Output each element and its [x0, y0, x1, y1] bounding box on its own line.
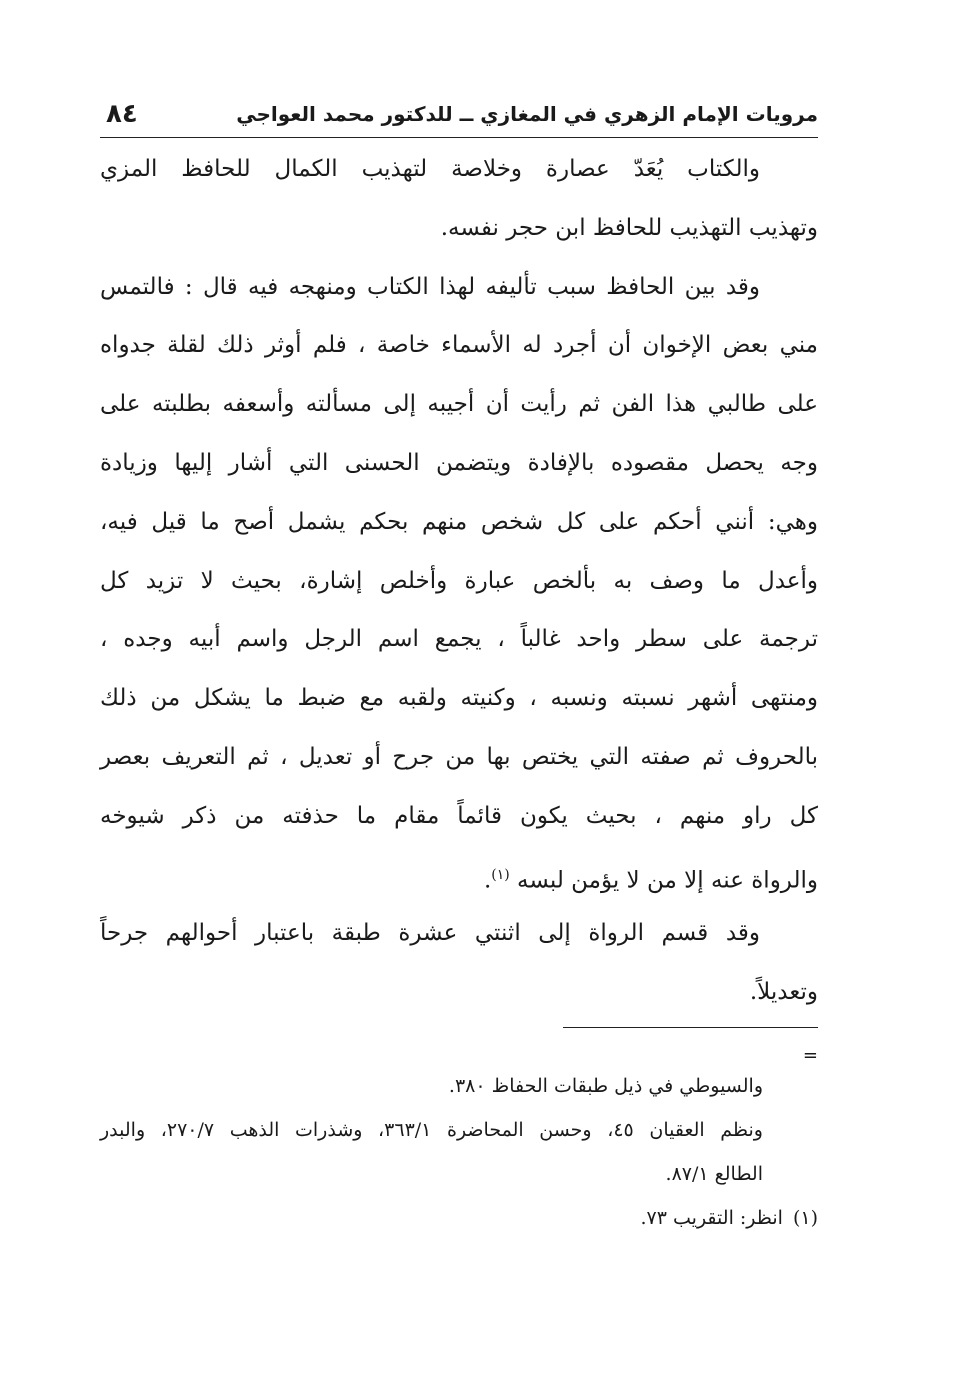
sentence-end: . — [483, 867, 492, 894]
header-title: مرويات الإمام الزهري في المغازي ــ للدكتور محمد العواجي — [236, 102, 818, 126]
text-line: على طالبي هذا الفن ثم رأيت أن أجيبه إلى مسألته وأسعفه بطلبته على — [100, 391, 818, 418]
footnote-number: (١) — [792, 1207, 818, 1229]
footnotes — [100, 1064, 818, 1240]
footnote-reference: (١) — [491, 866, 510, 883]
text-segment: والرواة عنه إلا من لا يؤمن لبسه — [517, 867, 818, 894]
text-line: وقد قسم الرواة إلى اثنتي عشرة طبقة باعتبار أحوالهم جرحاً — [100, 920, 760, 947]
text-line: مني بعض الإخوان أن أجرد له الأسماء خاصة ، فلم أوثر ذلك لقلة جدواه — [100, 332, 818, 359]
text-line: والكتاب يُعَدّ عصارة وخلاصة لتهذيب الكمال للحافظ المزي — [100, 156, 760, 182]
header-rule — [100, 137, 818, 138]
text-line: وهي: أنني أحكم على كل شخص منهم بحكم يشمل أصح ما قيل فيه، — [100, 508, 818, 535]
text-line: وجه يحصل مقصوده بالإفادة ويتضمن الحسنى التي أشار إليها وزيادة — [100, 449, 818, 476]
text-line: ومنتهى أشهر نسبته ونسبه ، وكنيته ولقبه مع ضبط ما يشكل من ذلك — [100, 685, 818, 712]
text-line: وتعديلاً. — [749, 979, 818, 1006]
text-line: ترجمة على سطر واحد غالباً ، يجمع اسم الرجل واسم أبيه وجده ، — [100, 626, 818, 653]
text-line: كل راو منهم ، بحيث يكون قائماً مقام ما حذفته من ذكر شيوخه — [100, 802, 818, 829]
text-line: وأعدل ما وصف به بألخص عبارة وأخلص إشارة، بحيث لا تزيد كل — [100, 567, 818, 594]
running-header — [100, 98, 818, 138]
text-line: وتهذيب التهذيب للحافظ ابن حجر نفسه. — [440, 214, 818, 241]
footnote-text: انظر: التقريب ٧٣. — [640, 1207, 783, 1229]
body-text — [100, 140, 818, 1022]
book-page — [100, 92, 818, 1312]
footnote-continuation-mark: = — [802, 1045, 818, 1066]
footnote-1 — [100, 1196, 818, 1240]
footnote-line: ونظم العقيان ٤٥، وحسن المحاضرة ٣٦٣/١، وشذرات الذهب ٢٧٠/٧، والبدر — [100, 1119, 763, 1141]
page-number: ٨٤ — [106, 99, 138, 129]
text-line-with-footnote — [100, 846, 818, 905]
footnote-line: والسيوطي في ذيل طبقات الحفاظ ٣٨٠. — [448, 1075, 763, 1097]
footnote-separator — [563, 1027, 818, 1028]
text-line: بالحروف ثم صفته التي يختص بها من جرح أو تعديل ، ثم التعريف بعصر — [100, 743, 818, 770]
footnote-line: الطالع ٨٧/١. — [665, 1163, 763, 1185]
text-line: وقد بين الحافظ سبب تأليفه لهذا الكتاب ومنهجه فيه قال : فالتمس — [100, 273, 760, 300]
